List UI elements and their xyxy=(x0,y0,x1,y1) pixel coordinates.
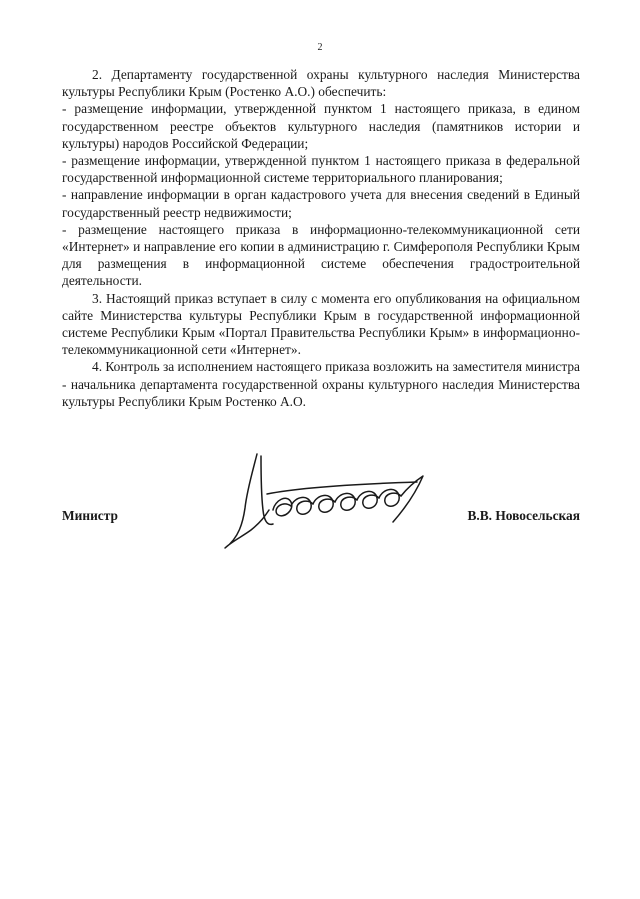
signer-name: В.В. Новосельская xyxy=(467,508,580,523)
document-body xyxy=(62,66,580,410)
signature-block xyxy=(62,450,580,560)
page-number: 2 xyxy=(317,42,323,53)
signer-title: Министр xyxy=(62,508,118,523)
list-item: - размещение информации, утвержденной пунктом 1 настоящего приказа в федеральной государственной информационной системе территориального планирования; xyxy=(62,153,580,186)
paragraph-2: 2. Департаменту государственной охраны культурного наследия Министерства культуры Республики Крым (Ростенко А.О.) обеспечить: xyxy=(62,67,580,100)
paragraph-4: 4. Контроль за исполнением настоящего приказа возложить на заместителя министра - начальника департамента государственной охраны культурного наследия Министерства культуры Республики Крым Ростенко А.О. xyxy=(62,359,580,409)
list-item: - размещение настоящего приказа в информационно-телекоммуникационной сети «Интернет» и направление его копии в администрацию г. Симферополя Республики Крым для размещения в информационной системе обеспечения градостроительной деятельности. xyxy=(62,221,580,289)
paragraph-3: 3. Настоящий приказ вступает в силу с момента его опубликования на официальном сайте Министерства культуры Республики Крым в государственной информационной системе Республики Крым «Портал Правительства Республики Крым» в информационно-телекоммуникационной сети «Интернет». xyxy=(62,290,580,358)
list-item: - размещение информации, утвержденной пунктом 1 настоящего приказа, в едином государственном реестре объектов культурного наследия (памятников истории и культуры) народов Российской Федерации; xyxy=(62,101,580,151)
handwritten-signature xyxy=(217,450,447,560)
list-item: - направление информации в орган кадастрового учета для внесения сведений в Единый государственный реестр недвижимости; xyxy=(62,187,580,220)
